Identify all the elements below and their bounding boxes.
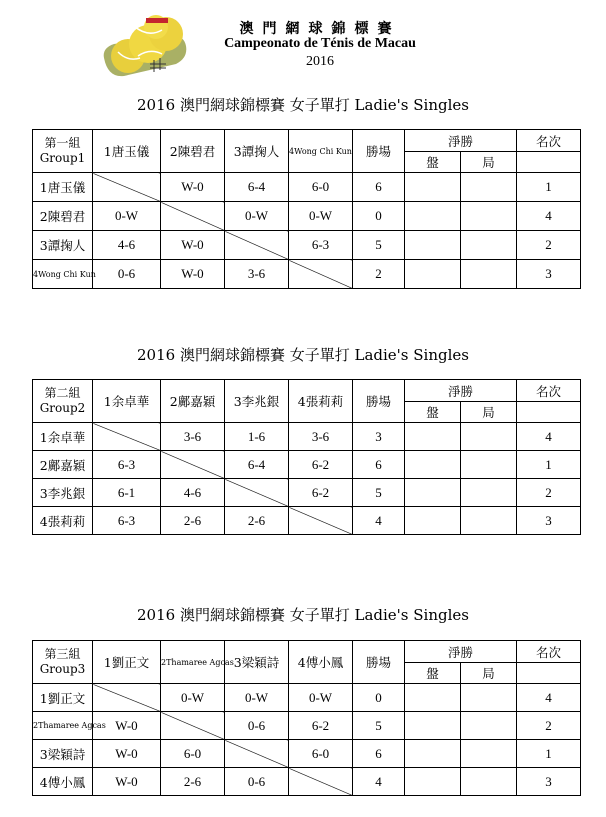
row-player-label: 4Wong Chi Kun [33,260,93,289]
score-cell: 0-W [93,202,161,231]
header-title-chinese: 澳門網球錦標賽 [239,21,401,37]
self-match-cell [225,231,289,260]
col-sets-header: 盤 [405,402,461,423]
score-cell: 2-6 [161,507,225,535]
wins-cell: 5 [353,479,405,507]
col-games-header: 局 [461,152,517,173]
score-cell: 6-1 [93,479,161,507]
col-player-1: 1劉正文 [93,641,161,684]
row-player-label: 3梁穎詩 [33,740,93,768]
table-row [33,768,581,796]
header-title-portuguese: Campeonato de Ténis de Macau [224,36,416,51]
col-player-3: 3譚掬人 [225,130,289,173]
wins-cell: 0 [353,202,405,231]
score-cell: 1-6 [225,423,289,451]
games-cell [461,507,517,535]
wins-cell: 5 [353,712,405,740]
sets-cell [405,202,461,231]
games-cell [461,173,517,202]
self-match-cell [225,479,289,507]
col-wins-header: 勝場 [353,641,405,684]
games-cell [461,712,517,740]
rank-header-spacer [517,663,581,684]
score-cell: 6-0 [161,740,225,768]
self-match-cell [161,202,225,231]
score-cell: 4-6 [161,479,225,507]
rank-cell: 1 [517,740,581,768]
games-cell [461,260,517,289]
wins-cell: 6 [353,740,405,768]
games-cell [461,768,517,796]
group2-title: 2016 澳門網球錦標賽 女子單打 Ladie's Singles [137,346,469,364]
score-cell: 6-3 [93,451,161,479]
row-player-label: 3李兆銀 [33,479,93,507]
score-cell: W-0 [93,712,161,740]
col-rank-header: 名次 [517,641,581,663]
score-cell: 6-2 [289,479,353,507]
score-cell: W-0 [161,173,225,202]
wins-cell: 6 [353,173,405,202]
row-player-label: 4張莉莉 [33,507,93,535]
col-player-4: 4Wong Chi Kun [289,130,353,173]
sets-cell [405,507,461,535]
self-match-cell [289,768,353,796]
score-cell: W-0 [93,740,161,768]
rank-cell: 3 [517,260,581,289]
score-cell: 3-6 [225,260,289,289]
wins-cell: 6 [353,451,405,479]
self-match-cell [289,507,353,535]
self-match-cell [161,712,225,740]
score-cell: 0-W [289,202,353,231]
score-cell: 6-3 [289,231,353,260]
score-cell: 0-W [225,684,289,712]
col-player-3: 3李兆銀 [225,380,289,423]
table-row [33,740,581,768]
wins-cell: 0 [353,684,405,712]
score-cell: 0-W [161,684,225,712]
self-match-cell [93,423,161,451]
score-cell: 6-2 [289,451,353,479]
row-player-label: 1唐玉儀 [33,173,93,202]
games-cell [461,451,517,479]
row-player-label: 2鄺嘉穎 [33,451,93,479]
col-player-2: 2陳碧君 [161,130,225,173]
score-cell: 3-6 [161,423,225,451]
score-cell: W-0 [161,260,225,289]
col-games-header: 局 [461,402,517,423]
rank-cell: 3 [517,768,581,796]
col-net-wins-header: 淨勝 [405,380,517,402]
wins-cell: 4 [353,768,405,796]
score-cell: 6-0 [289,740,353,768]
col-net-wins-header: 淨勝 [405,641,517,663]
group-label-cell: 第一組 Group1 [33,130,93,173]
col-player-4: 4張莉莉 [289,380,353,423]
sets-cell [405,231,461,260]
rank-cell: 1 [517,173,581,202]
sets-cell [405,479,461,507]
self-match-cell [289,260,353,289]
col-wins-header: 勝場 [353,380,405,423]
row-player-label: 1劉正文 [33,684,93,712]
score-cell: 0-6 [93,260,161,289]
row-player-label: 2陳碧君 [33,202,93,231]
games-cell [461,479,517,507]
table-row [33,712,581,740]
group1-title: 2016 澳門網球錦標賽 女子單打 Ladie's Singles [137,96,469,114]
score-cell: 0-6 [225,768,289,796]
self-match-cell [93,173,161,202]
games-cell [461,202,517,231]
rank-cell: 2 [517,231,581,260]
header-year: 2016 [306,54,334,69]
row-player-label: 4傅小鳳 [33,768,93,796]
row-player-label: 2Thamaree Agcas [33,712,93,740]
row-player-label: 3譚掬人 [33,231,93,260]
score-cell: 0-W [289,684,353,712]
rank-cell: 4 [517,684,581,712]
rank-cell: 4 [517,423,581,451]
self-match-cell [93,684,161,712]
rank-header-spacer [517,402,581,423]
sets-cell [405,740,461,768]
col-games-header: 局 [461,663,517,684]
score-cell: 6-3 [93,507,161,535]
self-match-cell [161,451,225,479]
row-player-label: 1余卓華 [33,423,93,451]
group3-table [32,640,581,796]
col-player-2: 2鄺嘉穎 [161,380,225,423]
rank-cell: 2 [517,712,581,740]
score-cell: 2-6 [161,768,225,796]
wins-cell: 2 [353,260,405,289]
score-cell: 2-6 [225,507,289,535]
rank-cell: 3 [517,507,581,535]
col-wins-header: 勝場 [353,130,405,173]
rank-cell: 1 [517,451,581,479]
table-row [33,202,581,231]
score-cell: 6-0 [289,173,353,202]
sets-cell [405,173,461,202]
col-rank-header: 名次 [517,130,581,152]
sets-cell [405,260,461,289]
games-cell [461,740,517,768]
group1-table [32,129,581,289]
games-cell [461,423,517,451]
col-player-4: 4傅小鳳 [289,641,353,684]
score-cell: 0-6 [225,712,289,740]
col-player-3: 3梁穎詩 [225,641,289,684]
table-row [33,451,581,479]
wins-cell: 4 [353,507,405,535]
sets-cell [405,684,461,712]
wins-cell: 3 [353,423,405,451]
score-cell: 6-2 [289,712,353,740]
col-sets-header: 盤 [405,152,461,173]
group-label-cell: 第三組 Group3 [33,641,93,684]
group-label-cell: 第二組 Group2 [33,380,93,423]
col-player-1: 1余卓華 [93,380,161,423]
table-row [33,684,581,712]
table-row [33,507,581,535]
rank-header-spacer [517,152,581,173]
score-cell: 3-6 [289,423,353,451]
col-rank-header: 名次 [517,380,581,402]
score-cell: 6-4 [225,173,289,202]
games-cell [461,231,517,260]
games-cell [461,684,517,712]
rank-cell: 4 [517,202,581,231]
rank-cell: 2 [517,479,581,507]
sets-cell [405,768,461,796]
score-cell: 6-4 [225,451,289,479]
sets-cell [405,423,461,451]
score-cell: W-0 [93,768,161,796]
col-player-1: 1唐玉儀 [93,130,161,173]
score-cell: W-0 [161,231,225,260]
wins-cell: 5 [353,231,405,260]
table-row [33,173,581,202]
sets-cell [405,712,461,740]
col-sets-header: 盤 [405,663,461,684]
table-row [33,260,581,289]
group3-title: 2016 澳門網球錦標賽 女子單打 Ladie's Singles [137,606,469,624]
table-row [33,231,581,260]
group2-table [32,379,581,535]
col-net-wins-header: 淨勝 [405,130,517,152]
table-row [33,423,581,451]
self-match-cell [225,740,289,768]
col-player-2: 2Thamaree Agcas [161,641,225,684]
sets-cell [405,451,461,479]
score-cell: 4-6 [93,231,161,260]
table-row [33,479,581,507]
score-cell: 0-W [225,202,289,231]
